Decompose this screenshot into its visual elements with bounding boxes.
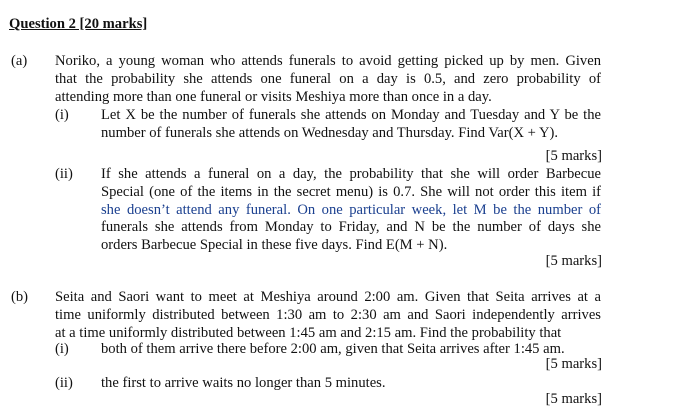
part-a-i-marks: [5 marks] [545, 148, 602, 164]
text-line: Let X be the number of funerals she attends on Monday and Tuesday and Y be the [101, 107, 601, 123]
text-line: at a time uniformly distributed between 1:45 am and 2:15 am. Find the probability that [55, 324, 562, 341]
part-a-intro [55, 53, 601, 106]
part-b-i-marks: [5 marks] [545, 356, 602, 372]
text-line: that the probability she attends one funeral on a day is 0.5, and zero probability of [55, 70, 601, 87]
text-line: she doesn’t attend any funeral. On one particular week, let M be the number of [101, 201, 601, 218]
part-b-i-label: (i) [55, 341, 69, 357]
part-b-i-text: both of them arrive there before 2:00 am, given that Seita arrives after 1:45 am. [101, 341, 565, 357]
part-b-ii-text: the first to arrive waits no longer than 5 minutes. [101, 375, 386, 391]
text-line: Special (one of the items in the secret menu) is 0.7. She will not order this item if [101, 183, 601, 200]
part-a-i-label: (i) [55, 107, 69, 123]
part-b-intro [55, 289, 601, 342]
part-a-ii-text [101, 166, 601, 255]
part-b-label: (b) [11, 289, 29, 305]
part-a-label: (a) [11, 53, 28, 69]
part-a-ii-marks: [5 marks] [545, 253, 602, 269]
question-title: Question 2 [20 marks] [9, 16, 148, 32]
part-b-ii-label: (ii) [55, 375, 73, 391]
part-a-i-text [101, 107, 601, 143]
text-line: Noriko, a young woman who attends funerals to avoid getting picked up by men. Given [55, 53, 601, 69]
part-b-ii-marks: [5 marks] [545, 391, 602, 407]
text-line: funerals she attends from Monday to Friday, and N be the number of days she [101, 219, 601, 236]
part-a-ii-label: (ii) [55, 166, 73, 182]
text-line: If she attends a funeral on a day, the probability that she will order Barbecue [101, 166, 601, 182]
text-line: attending more than one funeral or visits Meshiya more than once in a day. [55, 88, 492, 105]
text-line: Seita and Saori want to meet at Meshiya around 2:00 am. Given that Seita arrives at a [55, 289, 601, 305]
text-line: number of funerals she attends on Wednesday and Thursday. Find Var(X + Y). [101, 124, 559, 141]
text-line: orders Barbecue Special in these five days. Find E(M + N). [101, 237, 448, 254]
text-line: time uniformly distributed between 1:30 am to 2:30 am and Saori independently arrives [55, 306, 601, 323]
